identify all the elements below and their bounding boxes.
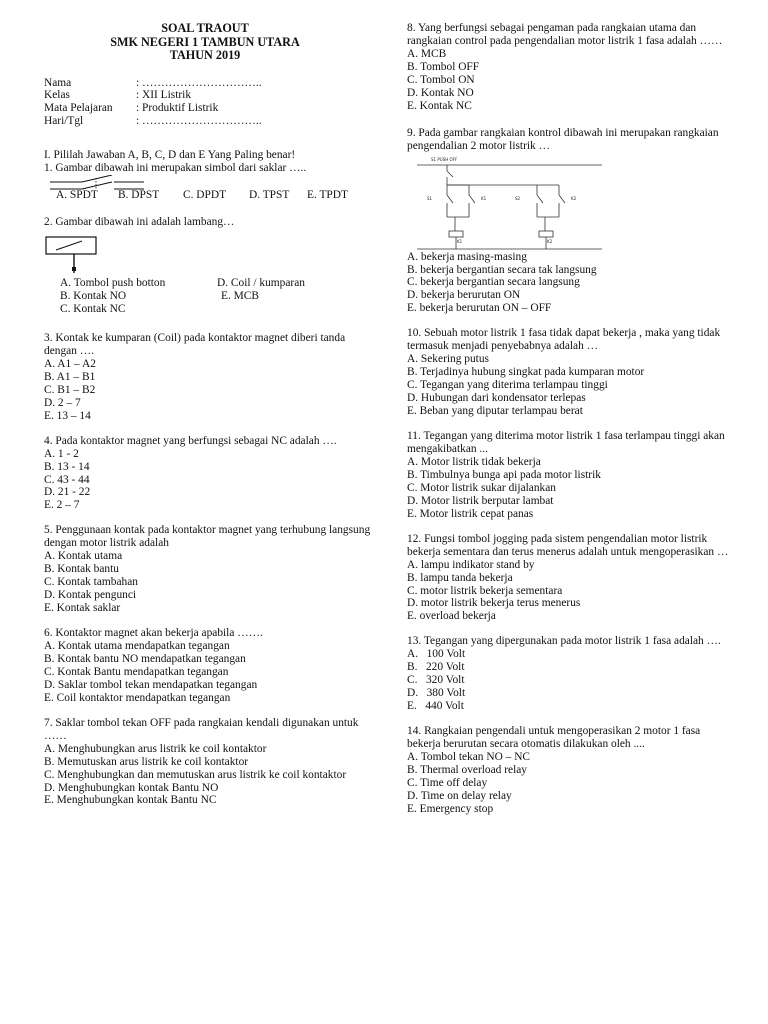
option[interactable]: E. Beban yang diputar terlampau berat: [407, 405, 583, 418]
question-stem: 13. Tegangan yang dipergunakan pada motor listrik 1 fasa adalah ….: [407, 635, 721, 648]
question-stem: 6. Kontaktor magnet akan bekerja apabila …….: [44, 627, 263, 640]
option[interactable]: A. 1 - 2: [44, 447, 79, 460]
option[interactable]: E. Menghubungkan kontak Bantu NC: [44, 794, 217, 807]
question-7: [44, 717, 374, 808]
option[interactable]: E. Kontak NC: [407, 99, 472, 112]
question-stem: 9. Pada gambar rangkaian kontrol dibawah ini merupakan rangkaian pengendalian 2 motor listrik …: [407, 126, 719, 152]
option[interactable]: B. DPST: [118, 189, 160, 202]
option[interactable]: A. Sekering putus: [407, 353, 489, 366]
option[interactable]: D. Time on delay relay: [407, 789, 512, 802]
question-11: [407, 430, 729, 521]
question-stem: 10. Sebuah motor listrik 1 fasa tidak dapat bekerja , maka yang tidak termasuk menjadi penyebabnya adalah …: [407, 327, 721, 353]
option[interactable]: B. Kontak bantu: [44, 563, 119, 576]
option[interactable]: C. 320 Volt: [407, 674, 465, 687]
question-options: [44, 277, 374, 316]
question-stem: 3. Kontak ke kumparan (Coil) pada kontaktor magnet diberi tanda dengan ….: [44, 331, 346, 357]
diagram-label-s1: S1: [427, 195, 433, 201]
identity-value: : Produktif Listrik: [136, 102, 219, 115]
option[interactable]: B. lampu tanda bekerja: [407, 571, 513, 584]
option[interactable]: C. Kontak Bantu mendapatkan tegangan: [44, 665, 229, 678]
option[interactable]: D. Saklar tombol tekan mendapatkan tegangan: [44, 678, 258, 691]
option[interactable]: D. Coil / kumparan: [217, 277, 305, 290]
instruction: I. Pililah Jawaban A, B, C, D dan E Yang Paling benar!: [44, 149, 296, 162]
diagram-s2-contact: [537, 195, 543, 203]
option[interactable]: E. Motor listrik cepat panas: [407, 507, 534, 520]
question-5: [44, 524, 374, 615]
header-school: SMK NEGERI 1 TAMBUN UTARA: [110, 34, 300, 49]
option[interactable]: A. Tombol push botton: [60, 277, 166, 290]
question-10: [407, 327, 729, 418]
option[interactable]: A. A1 – A2: [44, 357, 96, 370]
option[interactable]: E. Kontak saklar: [44, 602, 121, 615]
option[interactable]: E. TPDT: [307, 189, 348, 202]
question-stem: 7. Saklar tombol tekan OFF pada rangkaian kendali digunakan untuk ……: [44, 716, 359, 742]
diagram-top-label: S1 PUSH OFF: [431, 156, 458, 162]
option[interactable]: E. 13 – 14: [44, 409, 91, 422]
diagram-label-k2a: K2: [571, 195, 577, 201]
option[interactable]: B. bekerja bergantian secara tak langsung: [407, 263, 597, 276]
option[interactable]: A. MCB: [407, 47, 447, 60]
option[interactable]: E. MCB: [221, 290, 259, 303]
option[interactable]: D. 21 - 22: [44, 486, 91, 499]
option[interactable]: E. Emergency stop: [407, 802, 494, 815]
right-column: [407, 22, 729, 816]
option[interactable]: A. lampu indikator stand by: [407, 558, 535, 571]
symbol-box: [46, 237, 96, 254]
option[interactable]: B. Thermal overload relay: [407, 763, 527, 776]
option[interactable]: C. Menghubungkan dan memutuskan arus listrik ke coil kontaktor: [44, 768, 347, 781]
identity-block: [44, 77, 374, 129]
option[interactable]: B. Terjadinya hubung singkat pada kumparan motor: [407, 366, 645, 379]
diagram-coil-2: [539, 231, 553, 237]
option[interactable]: C. Tegangan yang diterima terlampau tinggi: [407, 379, 608, 392]
identity-label: Nama: [44, 76, 72, 89]
option[interactable]: C. B1 – B2: [44, 383, 96, 396]
diagram-label-k1a: K1: [481, 195, 487, 201]
option[interactable]: E. 2 – 7: [44, 499, 80, 512]
option[interactable]: B. 13 - 14: [44, 460, 90, 473]
option[interactable]: C. Time off delay: [407, 776, 488, 789]
option[interactable]: B. A1 – B1: [44, 370, 96, 383]
diagram-coil-label-1: K1: [457, 238, 463, 244]
option[interactable]: C. bekerja bergantian secara langsung: [407, 276, 580, 289]
option[interactable]: E. overload bekerja: [407, 610, 496, 623]
option[interactable]: A. Motor listrik tidak bekerja: [407, 455, 541, 468]
question-9: [407, 127, 729, 316]
option[interactable]: C. Tombol ON: [407, 73, 475, 86]
option[interactable]: D. 2 – 7: [44, 396, 81, 409]
question-stem: 1. Gambar dibawah ini merupakan simbol dari saklar …..: [44, 162, 307, 175]
option[interactable]: B. Kontak NO: [60, 290, 127, 303]
control-circuit-diagram: [407, 155, 607, 251]
option[interactable]: C. Kontak NC: [60, 303, 126, 316]
question-stem: 11. Tegangan yang diterima motor listrik 1 fasa terlampau tinggi akan mengakibatkan ...: [407, 430, 725, 455]
diagram-s1-contact: [447, 195, 453, 203]
option[interactable]: A. SPDT: [56, 189, 98, 202]
option[interactable]: C. 43 - 44: [44, 473, 90, 486]
option[interactable]: D. Kontak NO: [407, 86, 474, 99]
option[interactable]: C. DPDT: [183, 189, 227, 202]
option[interactable]: D. Motor listrik berputar lambat: [407, 494, 554, 507]
option[interactable]: D. 380 Volt: [407, 687, 466, 700]
question-8: [407, 22, 729, 113]
option[interactable]: A. Menghubungkan arus listrik ke coil kontaktor: [44, 742, 267, 755]
diagram-coil-1: [449, 231, 463, 237]
option[interactable]: C. motor listrik bekerja sementara: [407, 584, 563, 597]
switch-arm-2: [82, 182, 112, 189]
option[interactable]: D. Kontak pengunci: [44, 589, 137, 602]
option[interactable]: B. Timbulnya bunga api pada motor listrik: [407, 468, 601, 481]
option[interactable]: B. 220 Volt: [407, 661, 465, 674]
diagram-label-s2: S2: [515, 195, 521, 201]
question-6: [44, 627, 374, 705]
option[interactable]: B. Memutuskan arus listrik ke coil kontaktor: [44, 755, 249, 768]
question-12: [407, 533, 729, 624]
question-options: [56, 189, 374, 202]
header-title: SOAL TRAOUT: [161, 21, 249, 35]
diagram-k2-contact: [559, 195, 565, 203]
diagram-coil-label-2: K2: [547, 238, 553, 244]
option[interactable]: D. Hubungan dari kondensator terlepas: [407, 392, 586, 405]
option[interactable]: E. bekerja berurutan ON – OFF: [407, 302, 552, 315]
question-4: [44, 435, 374, 513]
identity-value: : XII Listrik: [136, 89, 192, 102]
option[interactable]: A. Tombol tekan NO – NC: [407, 750, 531, 763]
option[interactable]: C. Kontak tambahan: [44, 576, 138, 589]
diagram-push-off: [447, 171, 453, 177]
question-14: [407, 725, 729, 816]
option[interactable]: A. Kontak utama mendapatkan tegangan: [44, 640, 230, 652]
question-stem: 8. Yang berfungsi sebagai pengaman pada rangkaian utama dan rangkaian control pada pengendalian motor listrik 1 fasa adalah ……: [407, 22, 723, 47]
question-stem: 2. Gambar dibawah ini adalah lambang…: [44, 216, 235, 229]
question-3: [44, 332, 374, 423]
identity-value: : …………………………..: [136, 115, 262, 128]
identity-row-date: [44, 115, 374, 128]
identity-row-class: [44, 89, 374, 102]
option[interactable]: D. bekerja berurutan ON: [407, 289, 521, 302]
left-column: [44, 22, 374, 807]
switch-arm-1: [82, 175, 112, 182]
option[interactable]: B. Kontak bantu NO mendapatkan tegangan: [44, 652, 246, 665]
option[interactable]: A. Kontak utama: [44, 550, 123, 563]
header-year: TAHUN 2019: [169, 48, 241, 62]
exam-header: [36, 22, 374, 63]
symbol-contact: [56, 241, 82, 250]
question-1: [44, 162, 374, 202]
option[interactable]: A. 100 Volt: [407, 648, 466, 661]
identity-row-subject: [44, 102, 374, 115]
option[interactable]: D. Menghubungkan kontak Bantu NO: [44, 781, 219, 794]
push-button-symbol: [44, 233, 164, 277]
question-13: [407, 635, 729, 713]
identity-label: Kelas: [44, 89, 70, 102]
identity-label: Mata Pelajaran: [44, 102, 113, 115]
question-2: [44, 216, 374, 316]
question-stem: 14. Rangkaian pengendali untuk mengoperasikan 2 motor 1 fasa bekerja berurutan secara otomatis dilakukan oleh ....: [407, 725, 701, 751]
question-stem: 4. Pada kontaktor magnet yang berfungsi sebagai NC adalah ….: [44, 434, 337, 447]
identity-label: Hari/Tgl: [44, 115, 84, 128]
question-stem: 5. Penggunaan kontak pada kontaktor magnet yang terhubung langsung dengan motor listrik adalah: [44, 524, 371, 550]
option[interactable]: D. TPST: [249, 189, 290, 202]
identity-row-name: [44, 77, 374, 90]
question-stem: 12. Fungsi tombol jogging pada sistem pengendalian motor listrik bekerja sementara dan terus menerus adalah untuk mengoperasikan …: [407, 532, 729, 558]
option[interactable]: E. Coil kontaktor mendapatkan tegangan: [44, 691, 231, 704]
option[interactable]: E. 440 Volt: [407, 700, 464, 713]
option[interactable]: D. motor listrik bekerja terus menerus: [407, 597, 581, 610]
identity-value: : …………………………..: [136, 76, 262, 89]
symbol-terminal: [72, 267, 76, 271]
option[interactable]: C. Motor listrik sukar dijalankan: [407, 481, 557, 494]
option[interactable]: B. Tombol OFF: [407, 60, 480, 73]
diagram-k1-contact: [469, 195, 475, 203]
option[interactable]: A. bekerja masing-masing: [407, 250, 527, 263]
